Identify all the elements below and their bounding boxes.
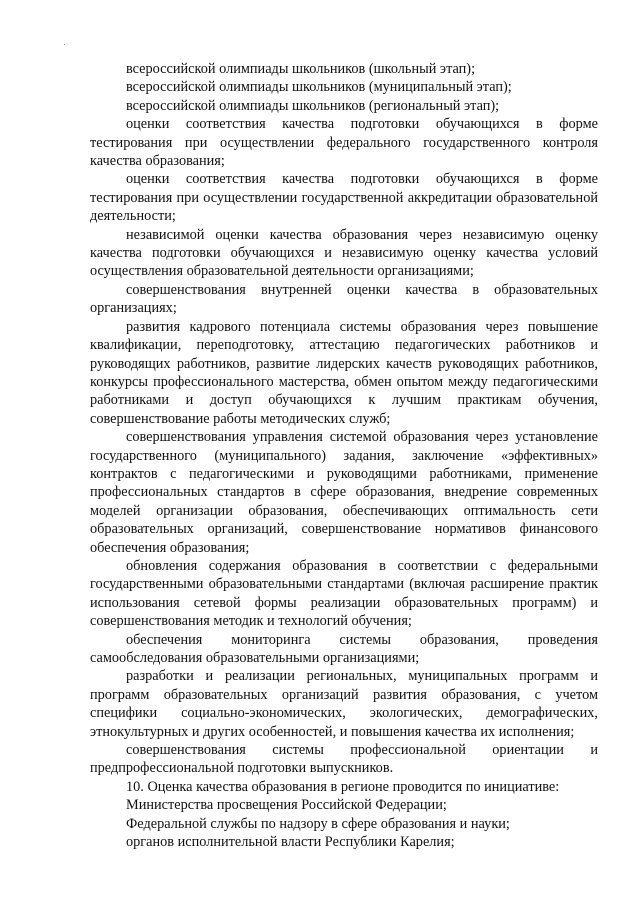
initiator-karelia-authorities: органов исполнительной власти Республики Карелия; bbox=[126, 834, 455, 851]
list-item-olympiad-municipal: всероссийской олимпиады школьников (муниципальный этап); bbox=[126, 79, 512, 96]
list-item-monitoring: обеспечения мониторинга системы образования, проведения самообследования образовательными организациями; bbox=[90, 631, 598, 666]
list-item-staff-development: развития кадрового потенциала системы образования через повышение квалификации, переподготовку, аттестацию педагогических работников и руководящих работников, развитие лидерских качеств руководящих работников, конкурсы профессионального мастерства, обмен опытом между педагогическими работниками и доступ обучающихся к лучшим практикам обучения, совершенствование работы методических служб; bbox=[90, 318, 598, 427]
list-item-accreditation: оценки соответствия качества подготовки обучающихся в форме тестирования при осуществлении государственной аккредитации образовательной деятельности; bbox=[90, 171, 598, 225]
document-body bbox=[90, 60, 598, 851]
list-item-programs: разработки и реализации региональных, муниципальных программ и программ образовательных организаций развития образования, с учетом специфики социально-экономических, экологических, демографических, этнокультурных и других особенностей, и повышения качества их исполнения; bbox=[90, 668, 598, 740]
list-item-olympiad-regional: всероссийской олимпиады школьников (региональный этап); bbox=[126, 97, 500, 114]
scan-dot bbox=[64, 44, 65, 45]
list-item-internal-assessment: совершенствования внутренней оценки качества в образовательных организациях; bbox=[90, 281, 598, 317]
list-item-content-update: обновления содержания образования в соответствии с федеральными государственными образовательными стандартами (включая расширение практик использования сетевой формы реализации образовательных программ) и совершенствования методик и технологий обучения; bbox=[90, 557, 598, 630]
initiator-ministry: Министерства просвещения Российской Федерации; bbox=[126, 797, 447, 814]
list-item-management: совершенствования управления системой образования через установление государственного (муниципального) задания, заключение «эффективных» контрактов с педагогическими и руководящими работниками, применение профессиональных стандартов в сфере образования, внедрение современных моделей организации образования, обеспечивающих оптимальность сети образовательных организаций, совершенствование нормативов финансового обеспечения образования; bbox=[90, 429, 598, 556]
list-item-federal-control: оценки соответствия качества подготовки обучающихся в форме тестирования при осуществлении федерального государственного контроля качества образования; bbox=[90, 116, 598, 170]
list-item-independent-assessment: независимой оценки качества образования через независимую оценку качества подготовки обучающихся и независимую оценку качества условий осуществления образовательной деятельности организациями; bbox=[90, 226, 598, 280]
list-item-olympiad-school: всероссийской олимпиады школьников (школьный этап); bbox=[126, 61, 476, 77]
section-10-heading: 10. Оценка качества образования в регионе проводится по инициативе: bbox=[126, 778, 560, 795]
initiator-federal-service: Федеральной службы по надзору в сфере образования и науки; bbox=[126, 815, 510, 832]
list-item-career-guidance: совершенствования системы профессиональной ориентации и предпрофессиональной подготовки выпускников. bbox=[90, 742, 598, 777]
